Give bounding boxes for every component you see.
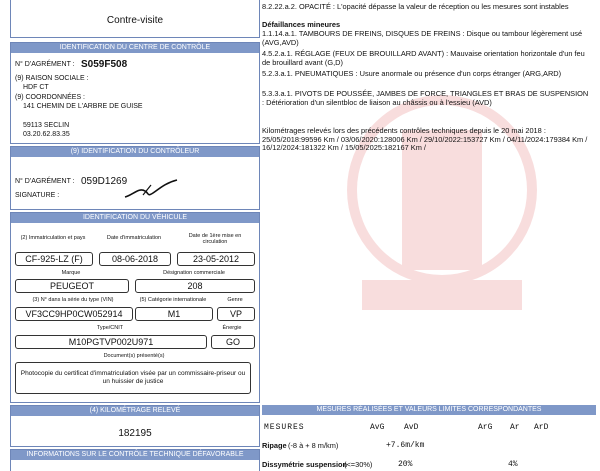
mesures-col: AvG [370,423,385,432]
signature [121,177,181,201]
designation-label: Désignation commerciale [163,270,225,276]
visit-type: Contre-visite [106,15,164,26]
dissym-label: Dissymétrie suspension [262,460,348,469]
defect-item: 4.5.2.a.1. RÉGLAGE (FEUX DE BROUILLARD AVANT) : Mauvaise orientation horizontale d'un feu de brouillard avant (G,D) [262,49,585,67]
mesures-col: ArG [478,423,493,432]
right-column [262,0,596,470]
controleur-agrement-value: 059D1269 [81,176,128,187]
marque-field: PEUGEOT [15,279,129,293]
kilometrage-box [10,405,260,447]
visit-type-box [10,0,260,38]
centre-phone: 03.20.62.83.35 [23,131,70,138]
defect-item: 1.1.14.a.1. TAMBOURS DE FREINS, DISQUES DE FREINS : Disque ou tambour légèrement usé (AVG,AVD) [262,29,583,47]
defect-item: 5.3.3.a.1. PIVOTS DE POUSSÉE, JAMBES DE FORCE, TRIANGLES ET BRAS DE SUSPENSION : Détérioration d'un silentbloc de liaison au châssis ou à l'essieu (AVD) [262,89,589,107]
left-column [10,0,258,470]
mineures-title: Défaillances mineures [262,20,341,29]
kilometrage-value: 182195 [118,428,152,439]
designation-field: 208 [135,279,255,293]
vehicule-header: IDENTIFICATION DU VÉHICULE [11,213,259,223]
vin-label: (3) N° dans la série du type (VIN) [32,297,114,303]
raison-label: (9) RAISON SOCIALE : [15,75,89,82]
docs-label: Document(s) présenté(s) [103,353,165,359]
vin-field: VF3CC9HP0CW052914 [15,307,133,321]
mesures-col: MESURES [264,423,305,432]
ripage-label: Ripage [262,441,287,450]
ripage-value: +7.6m/km [386,441,425,450]
mesures-col: AvD [404,423,419,432]
controleur-agrement-label: N° D'AGRÉMENT : [15,178,75,185]
genre-field: VP [217,307,255,321]
date-immat-label: Date d'immatriculation [106,235,162,241]
docs-field: Photocopie du certificat d'immatriculation visée par un commissaire-priseur ou un huissier de justice [15,362,251,394]
kilometrage-header: (4) KILOMÉTRAGE RELEVÉ [11,406,259,416]
immat-field: CF-925-LZ (F) [15,252,93,266]
date-first-label: Date de 1ère mise en circulation [188,233,242,245]
date-first-field: 23-05-2012 [177,252,255,266]
centre-box [10,42,260,144]
type-label: Type/CNIT [96,325,124,331]
km-history: Kilométrages relevés lors des précédents contrôles techniques depuis le 20 mai 2018 : 25/05/2018:99596 Km / 03/06/2020:128006 Km / 29/10/2022:153727 Km / 04/11/2024:179384 Km / 16/12/2024:181322 Km / 15/05/2025:182167 Km / [262,126,588,153]
genre-label: Genre [227,297,243,303]
next-section-header: INFORMATIONS SUR LE CONTRÔLE TECHNIQUE DÉFAVORABLE [11,450,259,460]
marque-label: Marque [61,270,81,276]
mesures-col: Ar [510,423,520,432]
energie-label: Énergie [222,325,242,331]
centre-address: 141 CHEMIN DE L'ARBRE DE GUISE [23,103,143,110]
date-immat-field: 08-06-2018 [99,252,171,266]
dissym-limit: (<=30%) [344,460,373,469]
controleur-header: (9) IDENTIFICATION DU CONTRÔLEUR [11,147,259,157]
mesures-header: MESURES RÉALISÉES ET VALEURS LIMITES CORRESPONDANTES [262,405,596,415]
centre-city: 59113 SECLIN [23,122,70,129]
immat-label: (2) Immatriculation et pays [20,235,86,241]
dissym-av: 20% [398,460,413,469]
categorie-field: M1 [135,307,213,321]
signature-label: SIGNATURE : [15,192,60,199]
controleur-box [10,146,260,210]
centre-header: IDENTIFICATION DU CENTRE DE CONTRÔLE [11,43,259,53]
next-section-box [10,449,260,471]
centre-agrement-value: S059F508 [81,59,128,70]
dissym-ar: 4% [508,460,518,469]
centre-agrement-label: N° D'AGRÉMENT : [15,61,75,68]
raison-value: HDF CT [23,84,49,91]
categorie-label: (5) Catégorie internationale [139,297,207,303]
type-field: M10PGTVP002U971 [15,335,207,349]
ripage-limit: (-8 à + 8 m/km) [288,441,339,450]
mesures-col: ArD [534,423,549,432]
vehicule-box [10,212,260,403]
defect-opacity: 8.2.22.a.2. OPACITÉ : L'opacité dépasse la valeur de réception ou les mesures sont instables [262,2,569,11]
coord-label: (9) COORDONNÉES : [15,94,86,101]
defect-item: 5.2.3.a.1. PNEUMATIQUES : Usure anormale ou présence d'un corps étranger (ARG,ARD) [262,69,562,78]
energie-field: GO [211,335,255,349]
